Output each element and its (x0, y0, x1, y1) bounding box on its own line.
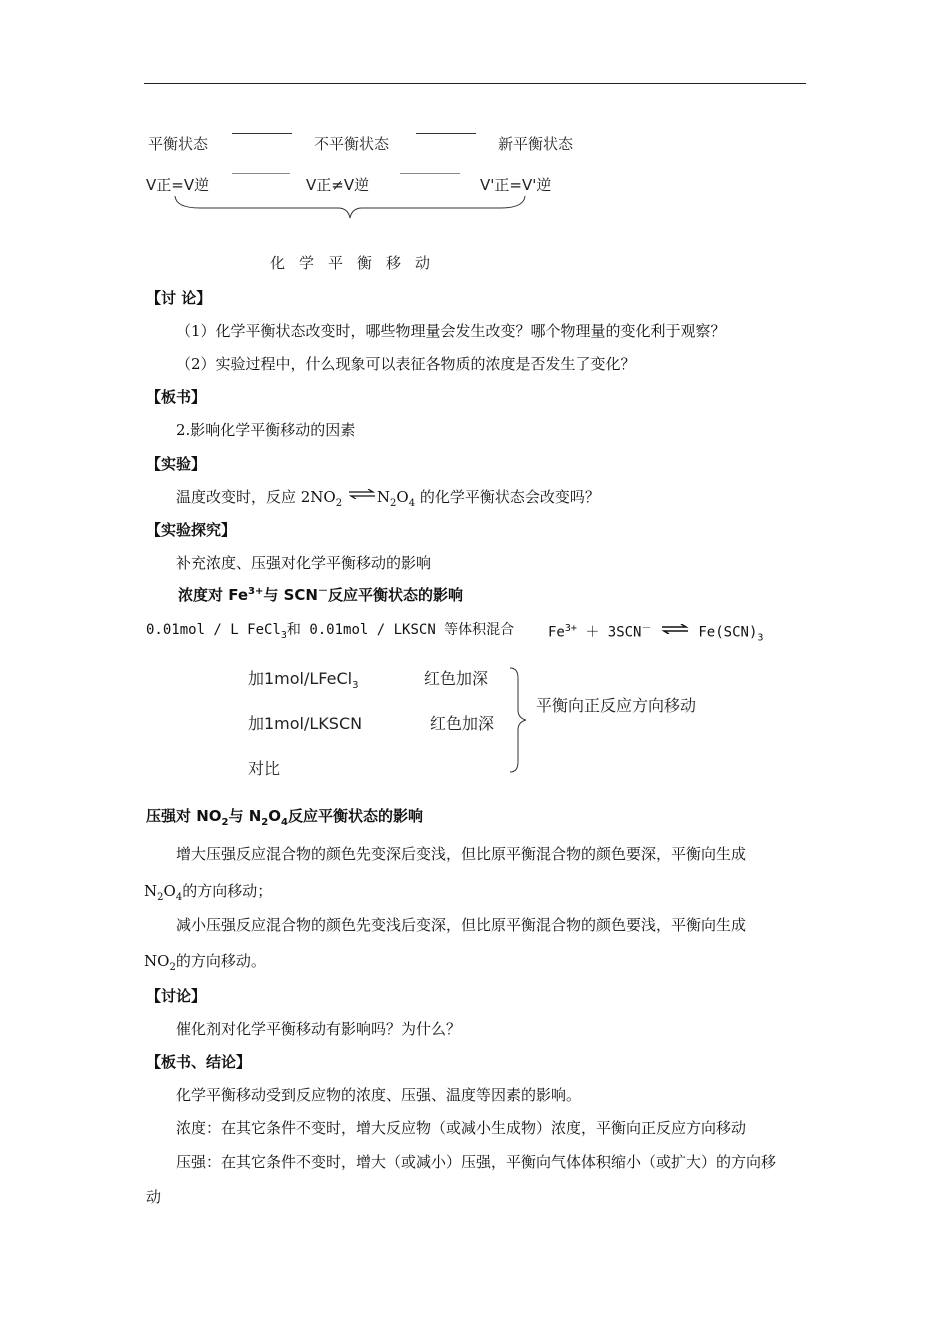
explore-text: 补充浓度、压强对化学平衡移动的影响 (176, 554, 432, 572)
pressure-inc-tail: 的方向移动； (182, 882, 273, 900)
discussion-heading: 【讨 论】 (146, 289, 212, 307)
rate-equal: V正=V逆 (146, 176, 210, 194)
dash-line (416, 133, 476, 134)
conclusion-line-2: 浓度：在其它条件不变时，增大反应物（或减小生成物）浓度，平衡向正反应方向移动 (176, 1119, 747, 1137)
discussion2-text: 催化剂对化学平衡移动有影响吗？为什么？ (176, 1020, 462, 1038)
brace-icon (170, 194, 530, 220)
state-nonequilibrium: 不平衡状态 (314, 135, 390, 153)
conc-conclusion: 平衡向正反应方向移动 (536, 696, 697, 715)
eq-fe: Fe (548, 624, 565, 641)
pressure-title-a: 压强对 NO (146, 807, 222, 825)
experiment-heading: 【实验】 (146, 455, 207, 473)
pressure-title-b: 与 N (228, 807, 262, 825)
rate-unequal: V正≠V逆 (306, 176, 370, 194)
dash-line (400, 173, 460, 174)
pressure-dec-tail: 的方向移动。 (175, 952, 266, 970)
explore-heading: 【实验探究】 (146, 521, 237, 539)
experiment-question: 温度改变时，反应 $2NO_2$ $N_2O_4$ 的化学平衡状态会改变吗？ (176, 486, 600, 509)
dash-line (232, 133, 292, 134)
mixing-line: 0.01mol / L FeCl$_3$和 0.01mol / LKSCN 等体积混合 (146, 622, 515, 641)
eq-scn: ＋ 3SCN (585, 624, 642, 641)
equilibrium-arrow-icon (347, 485, 377, 503)
header-rule (144, 83, 806, 84)
conclusion-line-1: 化学平衡移动受到反应物的浓度、压强、温度等因素的影响。 (176, 1086, 582, 1104)
pressure-title: 压强对 $NO_2$与 $N_2O_4$反应平衡状态的影响 (146, 807, 423, 828)
concentration-title: 浓度对 $Fe^{3+}$与 SCN－反应平衡状态的影响 (178, 586, 463, 604)
board-item: 2.影响化学平衡移动的因素 (176, 421, 356, 439)
conc-title-a: 浓度对 Fe (178, 586, 249, 604)
discussion-question-1: （1）化学平衡状态改变时，哪些物理量会发生改变？哪个物理量的变化利于观察？ (176, 322, 726, 340)
conc-title-c: 反应平衡状态的影响 (327, 586, 463, 604)
dash-line (232, 173, 290, 174)
rate-new-equal: V'正=V'逆 (480, 176, 552, 194)
right-brace-icon (506, 666, 530, 774)
state-new-equilibrium: 新平衡状态 (498, 135, 574, 153)
discussion2-heading: 【讨论】 (146, 987, 207, 1005)
conclusion-line-3: 压强：在其它条件不变时，增大（或减小）压强，平衡向气体体积缩小（或扩大）的方向移 (176, 1153, 777, 1171)
conclusion-heading: 【板书、结论】 (146, 1053, 252, 1071)
conc-title-b: 与 SCN (263, 586, 318, 604)
board-heading: 【板书】 (146, 388, 207, 406)
brace-label: 化学平衡移动 (270, 254, 445, 272)
add-fecl3: 加1mol/LFeCl$_3$ (248, 669, 359, 692)
mix-line-a: 0.01mol / L FeCl (146, 622, 281, 638)
mix-line-b: 和 0.01mol / LKSCN 等体积混合 (286, 622, 515, 638)
reaction-equation: $Fe^{3+} + 3SCN^-$ $Fe(SCN)_3$ (548, 623, 764, 644)
discussion-question-2: （2）实验过程中，什么现象可以表征各物质的浓度是否发生了变化？ (176, 355, 636, 373)
equilibrium-arrow-icon (660, 622, 690, 638)
experiment-text-end: 的化学平衡状态会改变吗？ (415, 488, 600, 506)
add-fecl3-result: 红色加深 (424, 669, 489, 688)
compare-label: 对比 (248, 759, 281, 778)
state-equilibrium: 平衡状态 (148, 135, 209, 153)
pressure-decrease-line1: 减小压强反应混合物的颜色先变浅后变深，但比原平衡混合物的颜色要浅，平衡向生成 (176, 916, 747, 934)
add-fecl3-label: 加1mol/LFeCl (248, 669, 353, 688)
pressure-increase-line2: $N_2O_4$的方向移动； (144, 882, 273, 903)
conclusion-line-4: 动 (146, 1188, 162, 1206)
pressure-increase-line1: 增大压强反应混合物的颜色先变深后变浅，但比原平衡混合物的颜色要深，平衡向生成 (176, 845, 747, 863)
pressure-decrease-line2: $NO_2$的方向移动。 (144, 952, 266, 973)
add-kscn: 加1mol/LKSCN (248, 714, 363, 733)
eq-product: Fe(SCN) (698, 624, 758, 641)
experiment-text: 温度改变时，反应 2NO (176, 488, 336, 506)
pressure-title-c: 反应平衡状态的影响 (287, 807, 423, 825)
add-kscn-result: 红色加深 (430, 714, 495, 733)
